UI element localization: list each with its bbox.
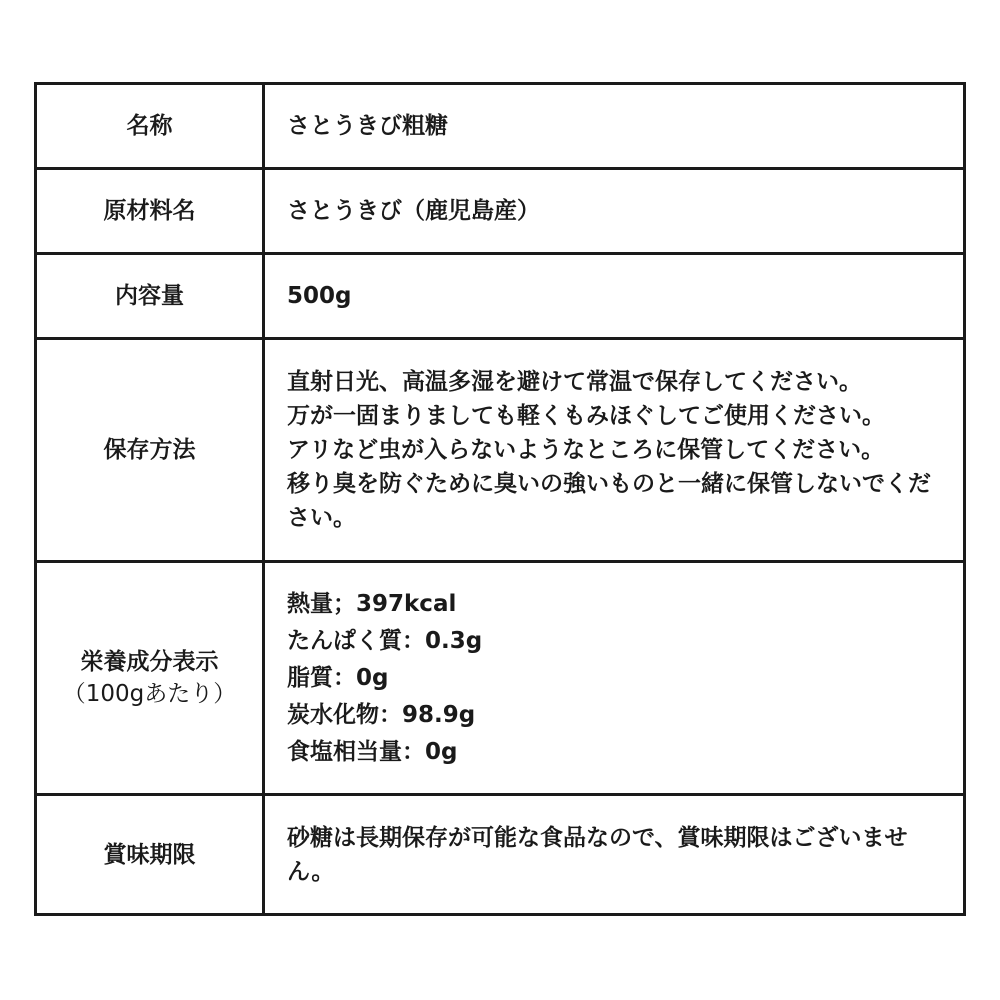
nutrition-line: 熱量；397kcal [287,590,457,617]
storage-line: 万が一固まりましても軽くもみほぐしてご使用ください。 [287,403,885,429]
storage-line: 直射日光、高温多湿を避けて常温で保存してください。 [287,369,862,395]
row-nutrition [36,562,965,795]
name-header: 名称 [36,84,264,169]
row-name [36,84,965,169]
nutrition-line: 脂質：0g [287,664,389,691]
row-content [36,254,965,339]
expiry-value: 砂糖は長期保存が可能な食品なので、賞味期限はございません。 [264,795,965,915]
row-storage [36,339,965,562]
ingredients-header: 原材料名 [36,169,264,254]
nutrition-line: 炭水化物：98.9g [287,701,476,728]
nutrition-line: 食塩相当量：0g [287,738,458,765]
row-expiry [36,795,965,915]
nutrition-value [264,562,965,795]
expiry-header: 賞味期限 [36,795,264,915]
name-value: さとうきび粗糖 [264,84,965,169]
nutrition-header [36,562,264,795]
product-label-table [34,82,966,916]
ingredients-value: さとうきび（鹿児島産） [264,169,965,254]
storage-value [264,339,965,562]
storage-line: アリなど虫が入らないようなところに保管してください。 [287,437,885,463]
nutrition-line: たんぱく質：0.3g [287,627,483,654]
content-header: 内容量 [36,254,264,339]
storage-line: 移り臭を防ぐために臭いの強いものと一緒に保管しないでください。 [287,471,931,531]
nutrition-header-title: 栄養成分表示 [80,649,219,675]
storage-header: 保存方法 [36,339,264,562]
nutrition-header-sub: （100gあたり） [62,681,237,707]
content-value: 500g [264,254,965,339]
row-ingredients [36,169,965,254]
